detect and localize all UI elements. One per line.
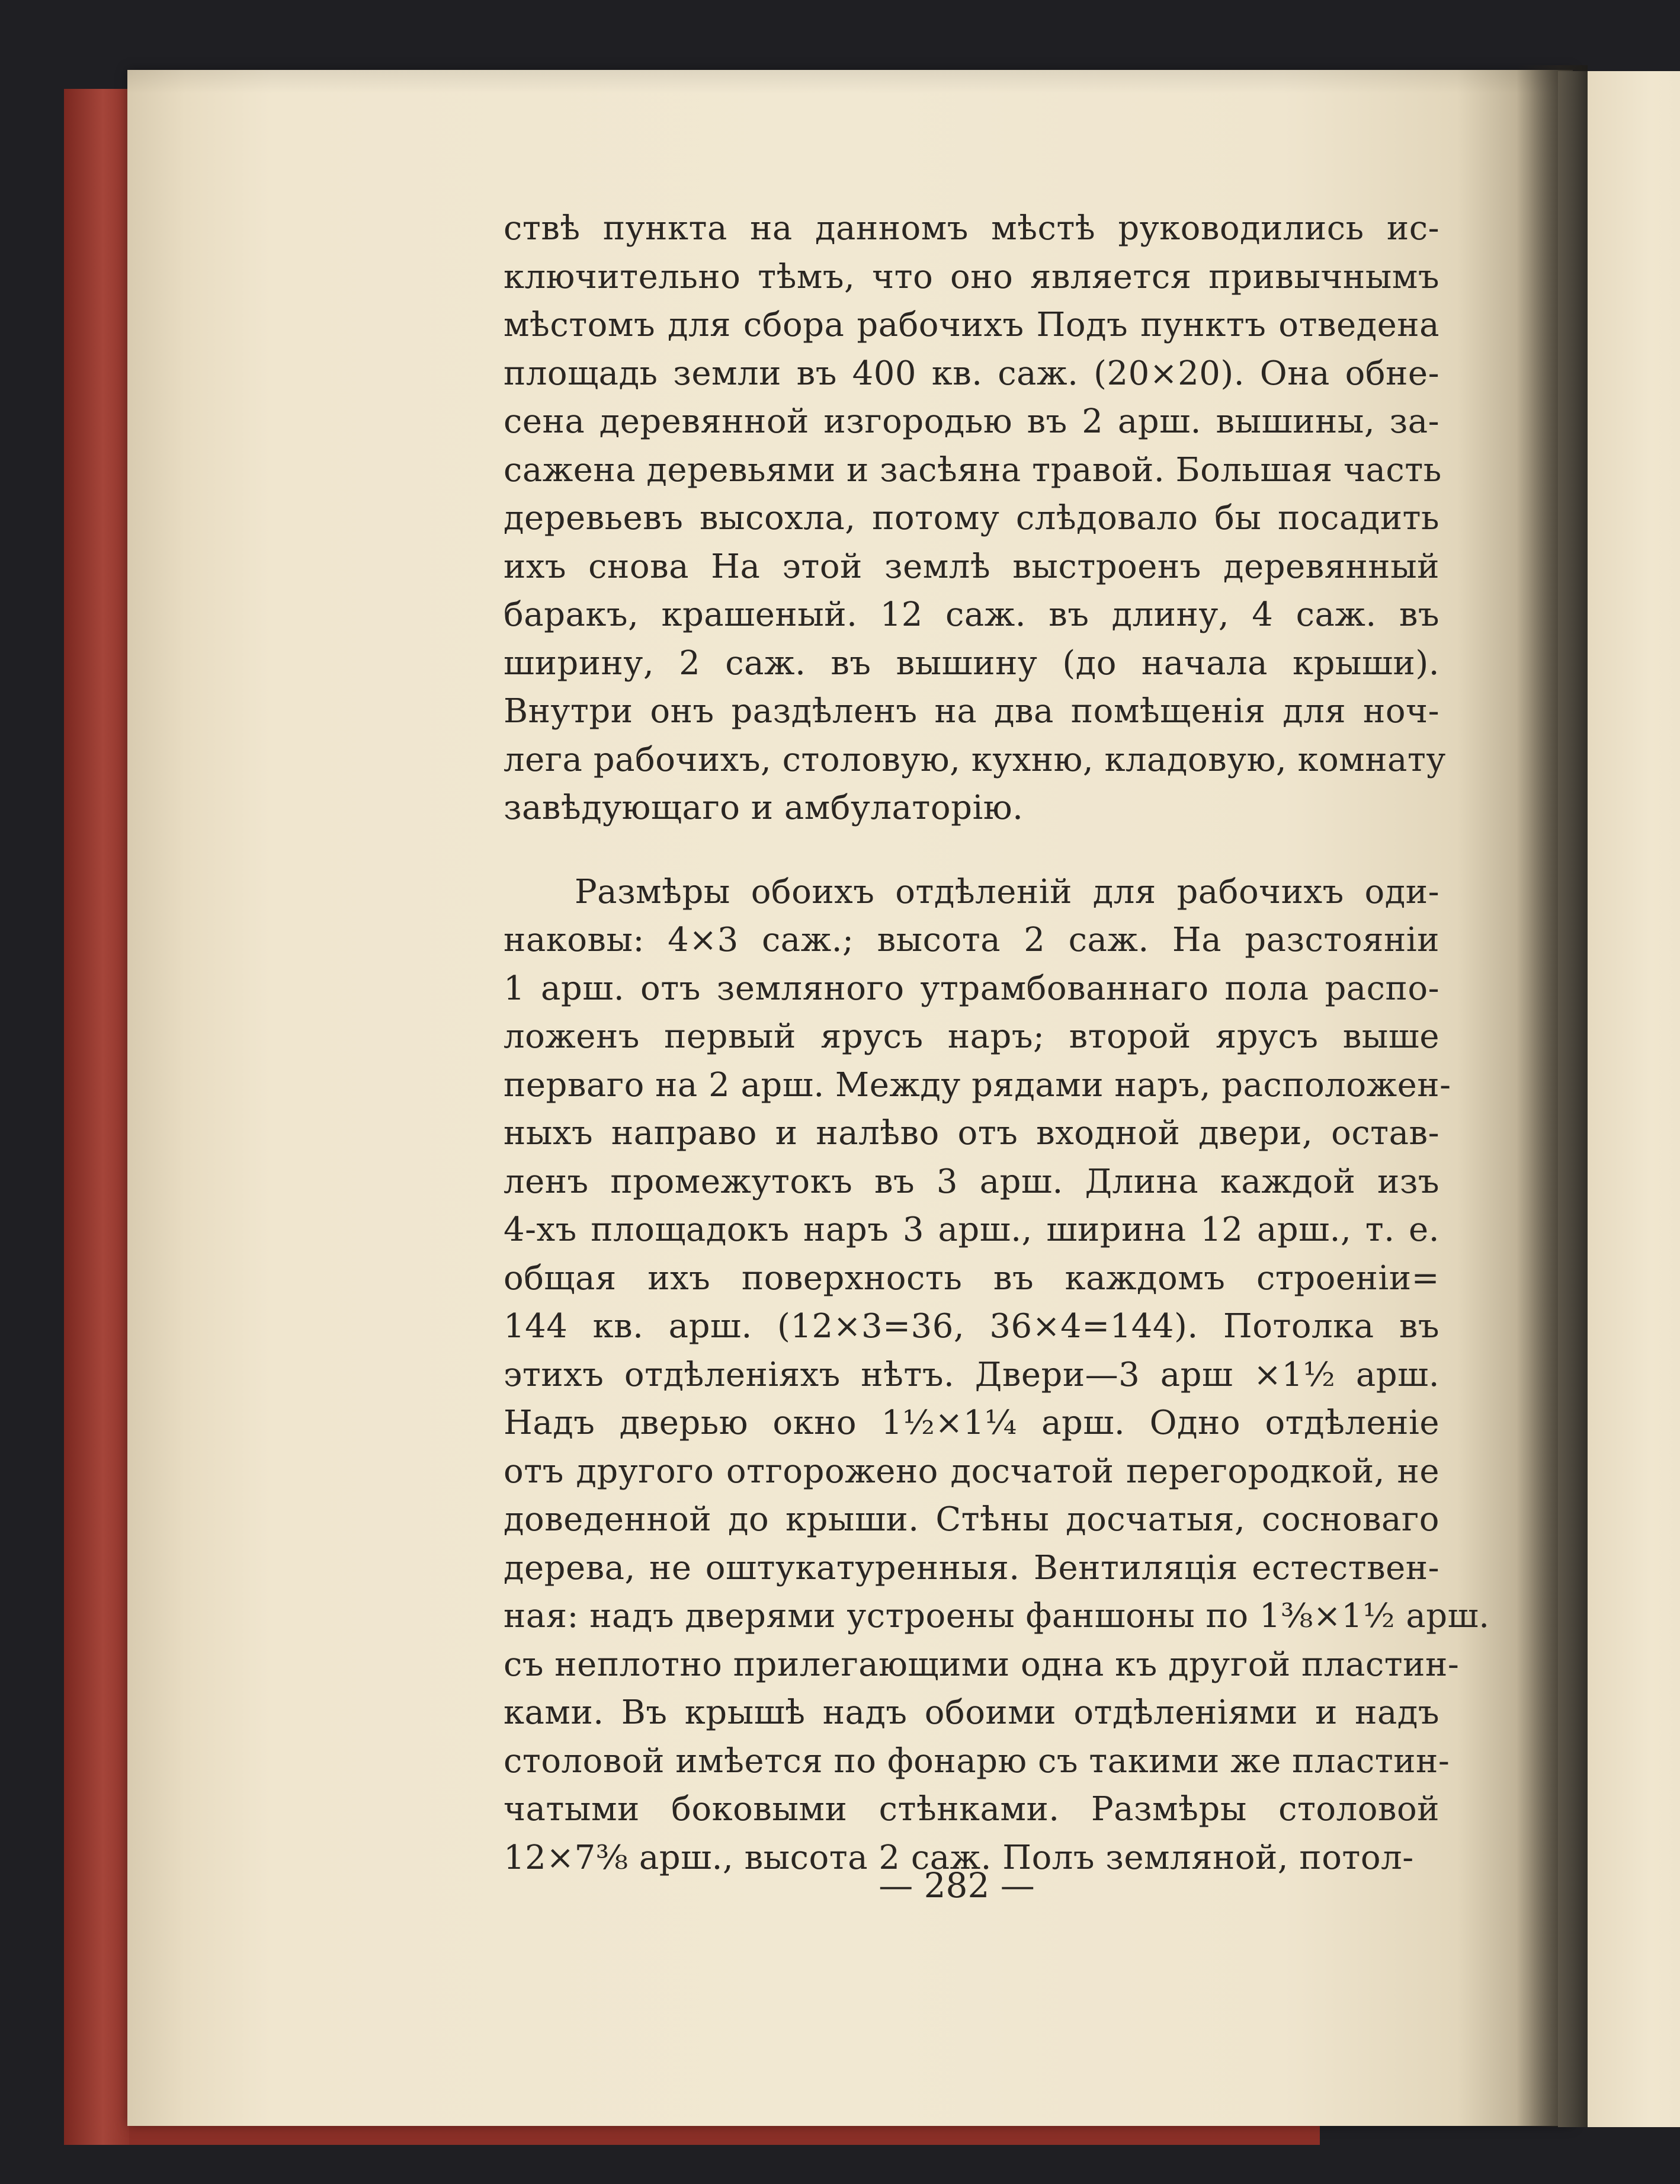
text-line: ширину, 2 саж. въ вышину (до начала крыши).: [504, 643, 1439, 683]
text-line: общая ихъ поверхность въ каждомъ строеніи=: [504, 1258, 1439, 1298]
text-line: ключительно тѣмъ, что оно является привычнымъ: [504, 257, 1439, 296]
text-line: столовой имѣется по фонарю съ такими же пластин-: [504, 1741, 1450, 1780]
cover-edge: [64, 89, 129, 2145]
text-line: наковы: 4×3 саж.; высота 2 саж. На разстояніи: [504, 921, 1439, 959]
text-line: ложенъ первый ярусъ наръ; второй ярусъ выше: [504, 1017, 1439, 1056]
text-line: ихъ снова На этой землѣ выстроенъ деревянный: [504, 547, 1439, 586]
text-line: мѣстомъ для сбора рабочихъ Подъ пунктъ отведена: [504, 306, 1439, 344]
text-line: доведенной до крыши. Стѣны досчатыя, сосноваго: [504, 1500, 1439, 1539]
text-line: сена деревянной изгородью въ 2 арш. вышины, за-: [504, 402, 1439, 441]
text-line: 144 кв. арш. (12×3=36, 36×4=144). Потолка въ: [504, 1307, 1439, 1346]
text-line: съ неплотно прилегающими одна къ другой пластин-: [504, 1645, 1460, 1684]
text-line: 4-хъ площадокъ наръ 3 арш., ширина 12 арш., т. е.: [504, 1211, 1439, 1249]
text-line: Размѣры обоихъ отдѣленій для рабочихъ оди-: [575, 872, 1439, 911]
text-line: площадь земли въ 400 кв. саж. (20×20). Она обне-: [504, 354, 1439, 393]
page-number: — 282 —: [879, 1865, 1035, 1906]
text-line: ками. Въ крышѣ надъ обоими отдѣленіями и надъ: [504, 1693, 1439, 1732]
page-top-shadow: [127, 70, 1573, 94]
text-line: баракъ, крашеный. 12 саж. въ длину, 4 саж. въ: [504, 595, 1439, 634]
text-line: Надъ дверью окно 1½×1¼ арш. Одно отдѣленіе: [504, 1404, 1439, 1442]
text-line: отъ другого отгорожено досчатой перегородкой, не: [504, 1452, 1439, 1491]
text-line: чатыми боковыми стѣнками. Размѣры столовой: [504, 1790, 1439, 1828]
text-line: этихъ отдѣленіяхъ нѣтъ. Двери—3 арш ×1½ арш.: [504, 1355, 1439, 1394]
text-line: 12×7⅜ арш., высота 2 саж. Полъ земляной, потол-: [504, 1838, 1414, 1877]
text-line: сажена деревьями и засѣяна травой. Большая часть: [504, 450, 1442, 489]
text-line: ная: надъ дверями устроены фаншоны по 1⅜×1½ арш.: [504, 1597, 1490, 1635]
book-gutter: [1517, 65, 1588, 2127]
text-line: завѣдующаго и амбулаторію.: [504, 789, 1024, 827]
text-line: деревьевъ высохла, потому слѣдовало бы посадить: [504, 499, 1439, 537]
text-line: дерева, не оштукатуренныя. Вентиляція естествен-: [504, 1548, 1439, 1587]
text-line: 1 арш. отъ земляного утрамбованнаго пола распо-: [504, 969, 1439, 1008]
text-line: Внутри онъ раздѣленъ на два помѣщенія для ноч-: [504, 692, 1439, 731]
text-line: ствѣ пункта на данномъ мѣстѣ руководились ис-: [504, 209, 1439, 248]
text-line: ленъ промежутокъ въ 3 арш. Длина каждой изъ: [504, 1162, 1439, 1201]
text-line: ныхъ направо и налѣво отъ входной двери, остав-: [504, 1114, 1439, 1152]
text-line: лега рабочихъ, столовую, кухню, кладовую, комнату: [504, 740, 1446, 779]
text-line: перваго на 2 арш. Между рядами наръ, расположен-: [504, 1065, 1451, 1104]
